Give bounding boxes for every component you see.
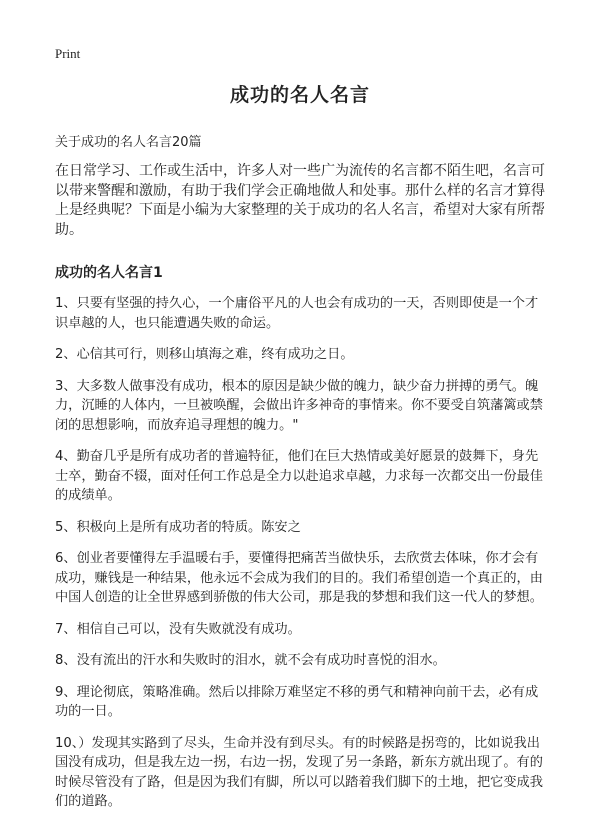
quote-list bbox=[55, 294, 545, 812]
quote-item: 8、没有流出的汗水和失败时的泪水，就不会有成功时喜悦的泪水。 bbox=[55, 653, 446, 668]
quote-item: 2、心信其可行，则移山填海之难，终有成功之日。 bbox=[55, 347, 354, 362]
quote-item: 4、勤奋几乎是所有成功者的普遍特征，他们在巨大热情或美好愿景的鼓舞下，身先士卒，勤奋不辍，面对任何工作总是全力以赴追求卓越，力求每一次都交出一份最佳的成绩单。 bbox=[55, 449, 543, 503]
intro-paragraph: 在日常学习、工作或生活中，许多人对一些广为流传的名言都不陌生吧，名言可以带来警醒和激励，有助于我们学会正确地做人和处事。那什么样的名言才算得上是经典呢？下面是小编为大家整理的关于成功的名人名言，希望对大家有所帮助。 bbox=[55, 163, 545, 238]
quote-item: 3、大多数人做事没有成功，根本的原因是缺少做的魄力，缺少奋力拼搏的勇气。魄力，沉睡的人体内，一旦被唤醒，会做出许多神奇的事情来。你不要受自筑藩篱或禁闭的思想影响，而放弃追寻理想的魄力。" bbox=[55, 378, 543, 433]
section-heading: 成功的名人名言1 bbox=[55, 265, 163, 281]
quote-item: 6、创业者要懂得左手温暖右手，要懂得把痛苦当做快乐，去欣赏去体味，你才会有成功，赚钱是一种结果，他永远不会成为我们的目的。我们希望创造一个真正的，由中国人创造的让全世界感到骄傲的伟大公司，那是我的梦想和我们这一代人的梦想。 bbox=[55, 551, 543, 605]
quote-item: 7、相信自己可以，没有失败就没有成功。 bbox=[55, 621, 301, 637]
quote-item: 9、理论彻底，策略准确。然后以排除万难坚定不移的勇气和精神向前干去，必有成功的一日。 bbox=[55, 684, 539, 719]
page-title: 成功的名人名言 bbox=[229, 84, 370, 106]
quote-item: 10、）发现其实路到了尽头，生命并没有到尽头。有的时候路是拐弯的，比如说我出国没有成功，但是我左边一拐，右边一拐，发现了另一条路，新东方就出现了。有的时候尽管没有了路，但是因为我们有脚，所以可以踏着我们脚下的土地，把它变成我们的道路。 bbox=[55, 735, 543, 809]
quote-item: 1、只要有坚强的持久心，一个庸俗平凡的人也会有成功的一天，否则即使是一个才识卓越的人，也只能遭遇失败的命运。 bbox=[55, 296, 539, 331]
subtitle: 关于成功的名人名言20篇 bbox=[55, 135, 202, 150]
quote-item: 5、积极向上是所有成功者的特质。陈安之 bbox=[55, 519, 301, 535]
print-link[interactable]: Print bbox=[55, 46, 81, 61]
